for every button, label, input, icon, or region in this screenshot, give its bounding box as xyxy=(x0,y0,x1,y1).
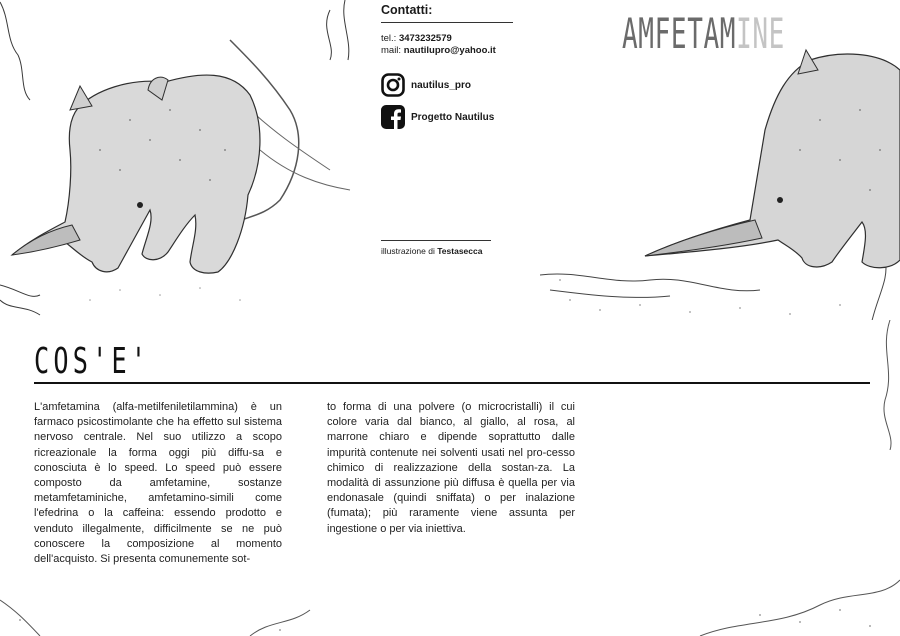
phone-label: tel.: xyxy=(381,33,397,44)
brand-title xyxy=(622,10,785,58)
facebook-link[interactable] xyxy=(381,105,494,129)
body-column-1: L'amfetamina (alfa-metilfeniletilammina) è un farmaco psicostimolante che ha effetto sul sistema nervoso centrale. Nel suo utilizzo a scopo ricreazionale la forma oggi più diffu-sa e conosciuta è lo speed. Lo speed può essere composto da amfetamine, sostanze metamfetaminiche, amfetamino-simili come l'efedrina o la caffeina: essendo prodotto e venduto illegalmente, difficilmente se ne può conoscere la composizione al momento dell'acquisto. Si presenta comunemente sot- xyxy=(34,401,282,566)
facebook-icon xyxy=(381,105,405,129)
phone-line xyxy=(381,33,452,44)
right-edge-decoration xyxy=(850,320,900,450)
contacts-block xyxy=(381,3,521,123)
section-divider xyxy=(34,382,870,384)
contacts-divider xyxy=(381,22,513,23)
brand-title-light: INE xyxy=(736,9,785,58)
brand-title-dark: AMFETAM xyxy=(622,9,737,58)
credit-divider xyxy=(381,240,491,241)
credit-author: Testasecca xyxy=(437,246,483,256)
email-label: mail: xyxy=(381,45,402,56)
instagram-link[interactable] xyxy=(381,73,471,97)
bottom-decoration xyxy=(0,560,900,636)
instagram-icon xyxy=(381,73,405,97)
email-line xyxy=(381,45,496,56)
rhino-illustration-left xyxy=(0,0,370,320)
section-heading: COS'E' xyxy=(34,341,151,382)
instagram-handle: nautilus_pro xyxy=(411,79,472,91)
email-address[interactable]: nautilupro@yahoo.it xyxy=(403,45,496,56)
credit-prefix: illustrazione di xyxy=(381,246,435,256)
facebook-page: Progetto Nautilus xyxy=(411,111,495,123)
body-column-2: to forma di una polvere (o microcristalli) il cui colore varia dal bianco, al giallo, al rosa, al marrone chiaro e dipende soprattutto dalle impurità contenute nei solventi usati nel pro-cesso chimico di realizzazione della sostan-za. La modalità di assunzione più diffusa è quella per via endonasale (quindi sniffata) o per inalazione (fumata); più raramente viene assunta per ingestione o per via iniettiva. xyxy=(327,401,575,535)
illustration-credit xyxy=(381,246,482,256)
contacts-title: Contatti: xyxy=(381,3,433,17)
phone-number[interactable]: 3473232579 xyxy=(398,33,452,44)
